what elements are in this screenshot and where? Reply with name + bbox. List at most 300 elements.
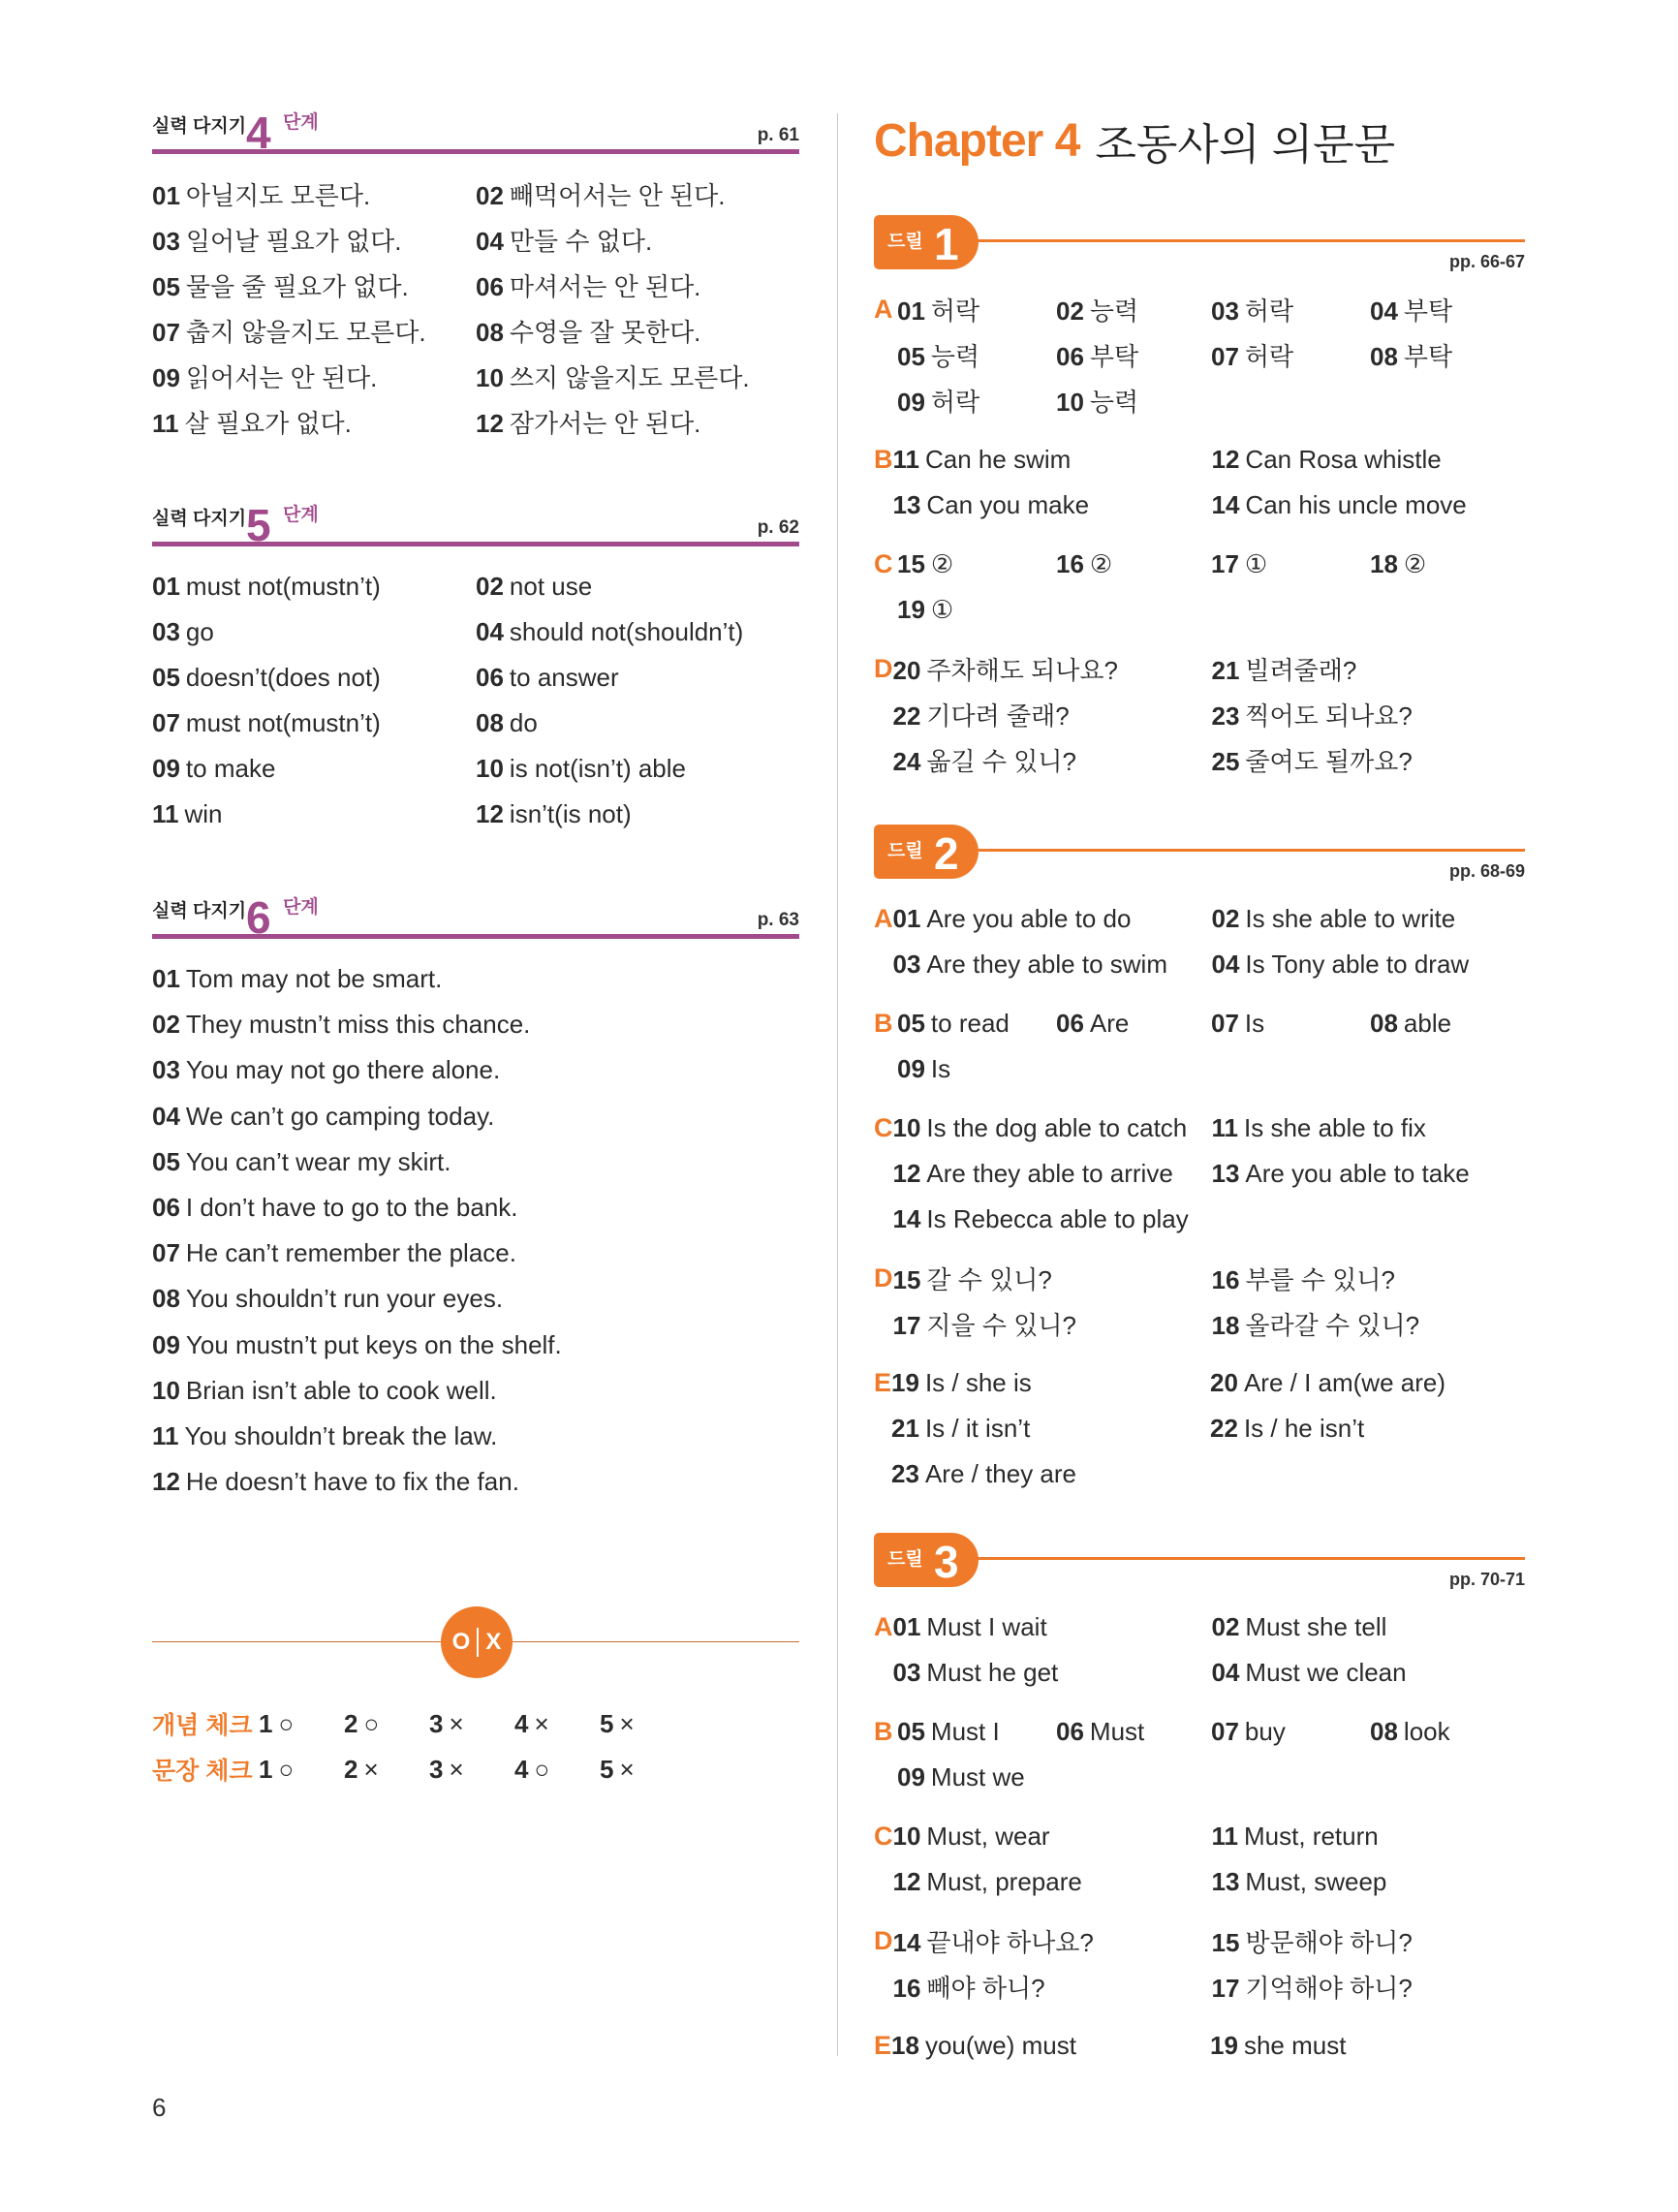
item-answer: go xyxy=(185,617,214,646)
answer-item xyxy=(1056,549,1211,579)
item-answer: 옮길 수 있니? xyxy=(926,747,1076,776)
item-answer: You shouldn’t break the law. xyxy=(184,1420,498,1450)
item-answer: Are / they are xyxy=(924,1459,1077,1488)
item-number: 3 xyxy=(429,1708,444,1738)
answer-item xyxy=(1211,1009,1370,1039)
answer-item xyxy=(476,404,799,440)
answer-row xyxy=(893,692,1531,737)
answer-item xyxy=(152,313,476,349)
item-number: 20 xyxy=(1210,1368,1238,1397)
answer-item xyxy=(152,1185,799,1231)
answer-list xyxy=(152,171,799,445)
section-prefix: 실력 다지기 xyxy=(152,509,247,529)
practice-section xyxy=(152,109,799,445)
item-number: 09 xyxy=(152,1329,180,1359)
drill-rule xyxy=(971,1557,1525,1560)
answer-list xyxy=(152,956,799,1505)
ox-badge xyxy=(441,1606,513,1678)
item-number: 04 xyxy=(1211,1658,1240,1687)
item-answer: 빼야 하니? xyxy=(926,1974,1045,2003)
section-suffix: 단계 xyxy=(283,897,319,918)
item-number: 10 xyxy=(892,1113,921,1142)
drill-section xyxy=(874,215,1525,783)
item-answer: Are they able to arrive xyxy=(926,1159,1173,1188)
answer-item xyxy=(1056,383,1211,419)
answer-item xyxy=(893,1867,1212,1897)
answer-item xyxy=(152,1094,799,1139)
item-number: 5 xyxy=(600,1708,614,1738)
answer-item xyxy=(476,708,799,738)
item-number: 01 xyxy=(892,1612,921,1641)
practice-section xyxy=(152,501,799,837)
item-answer: 일어날 필요가 없다. xyxy=(185,227,402,256)
item-number: 05 xyxy=(152,663,180,692)
answer-row xyxy=(893,942,1531,987)
item-number: 15 xyxy=(897,549,925,578)
answer-item xyxy=(897,383,1056,419)
group-letter: B xyxy=(874,445,893,474)
answer-item xyxy=(1212,697,1531,732)
item-number: 18 xyxy=(1211,1311,1240,1340)
item-number: 17 xyxy=(892,1311,921,1340)
answer-row xyxy=(893,1301,1531,1347)
answer-item xyxy=(1212,490,1531,520)
answer-row xyxy=(152,263,799,308)
answer-row xyxy=(893,1604,1531,1650)
group-letter: C xyxy=(874,1822,893,1851)
item-number: 04 xyxy=(1370,296,1398,326)
answer-item xyxy=(1056,292,1211,327)
answer-row xyxy=(152,354,799,399)
drill-page-ref: pp. 68-69 xyxy=(1448,861,1525,881)
item-answer: ② xyxy=(1089,549,1113,578)
answer-row xyxy=(893,437,1531,483)
answer-item xyxy=(476,663,799,693)
section-prefix: 실력 다지기 xyxy=(152,901,247,921)
answer-item xyxy=(893,1113,1212,1143)
item-answer: to make xyxy=(185,754,276,783)
item-number: 03 xyxy=(152,227,180,256)
answer-item xyxy=(893,1159,1212,1189)
item-answer: 허락 xyxy=(1244,342,1294,371)
item-number: 10 xyxy=(1056,388,1084,417)
item-number: 23 xyxy=(891,1459,919,1488)
answer-item xyxy=(476,754,799,784)
item-answer: Must he get xyxy=(926,1658,1059,1687)
item-answer: 수영을 잘 못한다. xyxy=(509,318,701,347)
item-answer: Must I xyxy=(930,1717,1000,1746)
group-letter: E xyxy=(874,2031,892,2060)
item-answer: Is xyxy=(1244,1009,1265,1038)
item-answer: Are xyxy=(1089,1009,1130,1038)
item-number: 01 xyxy=(152,964,180,994)
item-number: 08 xyxy=(1370,1009,1398,1038)
answer-item xyxy=(1212,1658,1531,1688)
answer-row xyxy=(152,609,799,655)
answer-list xyxy=(152,564,799,837)
item-number: 1 xyxy=(259,1708,273,1738)
item-answer: 살 필요가 없다. xyxy=(184,409,352,438)
item-answer: to read xyxy=(930,1009,1010,1038)
answer-item xyxy=(1211,1717,1370,1747)
answer-item xyxy=(152,1002,799,1047)
item-number: 17 xyxy=(1211,1974,1240,2003)
drill-header xyxy=(874,215,1525,273)
drill-rule xyxy=(971,849,1525,852)
item-number: 15 xyxy=(892,1265,921,1294)
item-answer: × xyxy=(619,1754,635,1784)
item-number: 02 xyxy=(1211,904,1240,933)
answer-item xyxy=(1212,904,1531,934)
answer-row xyxy=(152,564,799,609)
item-number: 12 xyxy=(892,1867,921,1896)
group-rows xyxy=(893,1604,1531,1696)
answer-item xyxy=(152,799,476,829)
answer-row xyxy=(893,1964,1531,2009)
item-answer: You mustn’t put keys on the shelf. xyxy=(185,1329,562,1359)
item-answer: You shouldn’t run your eyes. xyxy=(185,1284,504,1314)
item-answer: not use xyxy=(509,572,593,601)
answer-item xyxy=(476,267,799,303)
drill-tag xyxy=(874,1533,979,1587)
group-rows xyxy=(897,1001,1525,1092)
item-answer: We can’t go camping today. xyxy=(185,1101,495,1131)
item-number: 1 xyxy=(259,1754,273,1784)
item-number: 01 xyxy=(152,181,180,210)
answer-item xyxy=(891,1459,1210,1489)
drill-word: 드릴 xyxy=(887,1549,923,1570)
item-answer: Must I wait xyxy=(926,1612,1047,1641)
item-number: 15 xyxy=(1211,1928,1240,1957)
item-number: 21 xyxy=(1211,656,1240,685)
section-header xyxy=(152,108,799,158)
item-answer: Is she able to fix xyxy=(1244,1113,1426,1142)
answer-item xyxy=(600,1755,685,1785)
answer-row xyxy=(152,171,799,217)
item-answer: Brian isn’t able to cook well. xyxy=(185,1375,497,1405)
item-number: 11 xyxy=(152,1420,179,1450)
item-answer: ② xyxy=(1403,549,1427,578)
answer-row xyxy=(891,1451,1529,1497)
drill-header xyxy=(874,1533,1525,1591)
answer-item xyxy=(476,358,799,394)
item-answer: 쓰지 않을지도 모른다. xyxy=(509,363,750,392)
page-number: 6 xyxy=(152,2093,167,2122)
item-number: 04 xyxy=(476,617,504,646)
answer-item xyxy=(152,1368,799,1414)
answer-row xyxy=(891,1360,1529,1406)
item-answer: ① xyxy=(930,595,954,624)
item-answer: Is she able to write xyxy=(1245,904,1456,933)
group-letter: B xyxy=(874,1717,893,1746)
item-answer: buy xyxy=(1244,1717,1286,1746)
answer-group xyxy=(874,287,1525,423)
answer-item xyxy=(897,1009,1056,1039)
item-number: 05 xyxy=(897,1717,925,1746)
answer-item xyxy=(1212,1113,1531,1143)
answer-item xyxy=(897,595,1056,625)
item-number: 16 xyxy=(1211,1265,1240,1294)
item-number: 23 xyxy=(1211,701,1240,731)
ox-separator xyxy=(477,1628,479,1657)
answer-item xyxy=(897,1762,1056,1792)
item-number: 18 xyxy=(891,2031,919,2060)
item-answer: 허락 xyxy=(1244,296,1294,326)
item-number: 03 xyxy=(152,1055,180,1085)
answer-row xyxy=(893,1197,1531,1242)
item-number: 07 xyxy=(1211,1717,1239,1746)
answer-row xyxy=(893,737,1531,783)
answer-row xyxy=(897,1001,1525,1046)
section-suffix: 단계 xyxy=(283,505,319,525)
group-letter: A xyxy=(874,904,893,933)
answer-row xyxy=(893,896,1531,942)
item-number: 05 xyxy=(897,1009,925,1038)
item-answer: × xyxy=(619,1708,635,1738)
answer-item xyxy=(152,617,476,647)
answer-row xyxy=(897,1755,1525,1800)
item-answer: isn’t(is not) xyxy=(509,799,632,828)
item-answer: Can he swim xyxy=(925,445,1072,474)
answer-item xyxy=(344,1755,429,1785)
group-rows xyxy=(893,1256,1531,1347)
answer-item xyxy=(893,1658,1212,1688)
answer-item xyxy=(1212,1923,1531,1959)
answer-group xyxy=(874,1604,1525,1696)
item-answer: look xyxy=(1403,1717,1450,1746)
item-number: 24 xyxy=(892,747,921,776)
item-answer: Is xyxy=(930,1054,951,1083)
item-answer: Are they able to swim xyxy=(926,950,1167,979)
answer-group xyxy=(874,1360,1525,1497)
practice-section xyxy=(152,893,799,1505)
item-answer: 지을 수 있니? xyxy=(926,1311,1076,1340)
item-answer: 주차해도 되나요? xyxy=(926,656,1118,685)
answer-row xyxy=(893,1859,1531,1905)
answer-row xyxy=(152,792,799,837)
group-rows xyxy=(893,1106,1531,1242)
group-letter: C xyxy=(874,549,893,578)
item-number: 16 xyxy=(1056,549,1084,578)
answer-item xyxy=(152,1459,799,1505)
item-number: 18 xyxy=(1370,549,1398,578)
item-answer: 능력 xyxy=(1089,296,1139,326)
item-answer: must not(mustn’t) xyxy=(185,708,381,737)
answer-group xyxy=(874,1256,1525,1347)
answer-row xyxy=(897,1709,1525,1755)
group-letter: D xyxy=(874,654,893,683)
item-answer: 부를 수 있니? xyxy=(1245,1265,1395,1294)
item-answer: Are you able to take xyxy=(1245,1159,1470,1188)
item-answer: Must, sweep xyxy=(1245,1867,1387,1896)
item-answer: should not(shouldn’t) xyxy=(509,617,744,646)
section-page-ref: p. 63 xyxy=(757,910,799,930)
item-answer: Is / it isn’t xyxy=(924,1414,1031,1443)
answer-item xyxy=(259,1709,344,1739)
item-answer: You can’t wear my skirt. xyxy=(185,1146,451,1176)
item-answer: Can Rosa whistle xyxy=(1245,445,1442,474)
chapter-label: Chapter 4 xyxy=(874,114,1080,167)
item-number: 04 xyxy=(476,227,504,256)
answer-item xyxy=(893,651,1212,687)
answer-item xyxy=(476,572,799,602)
chapter-heading xyxy=(874,109,1395,171)
group-rows xyxy=(897,287,1525,423)
answer-item xyxy=(1370,1717,1525,1747)
item-number: 05 xyxy=(897,342,925,371)
item-answer: 잠가서는 안 된다. xyxy=(509,409,701,438)
item-answer: Is Rebecca able to play xyxy=(926,1204,1189,1233)
item-number: 12 xyxy=(476,799,504,828)
item-answer: 끝내야 하나요? xyxy=(926,1928,1094,1957)
answer-row xyxy=(897,1046,1525,1092)
section-step-number: 6 xyxy=(246,892,271,943)
answer-item xyxy=(152,267,476,303)
answer-item xyxy=(152,956,799,1002)
item-number: 06 xyxy=(1056,1717,1084,1746)
item-number: 09 xyxy=(897,1762,925,1791)
item-answer: 기억해야 하니? xyxy=(1245,1974,1413,2003)
answer-row xyxy=(897,287,1525,332)
answer-item xyxy=(152,754,476,784)
answer-item xyxy=(1210,1414,1529,1444)
item-answer: 올라갈 수 있니? xyxy=(1245,1311,1420,1340)
section-header xyxy=(152,892,799,943)
item-answer: Tom may not be smart. xyxy=(185,964,443,994)
item-answer: ○ xyxy=(278,1708,295,1738)
group-rows xyxy=(893,1918,1531,2009)
item-answer: ○ xyxy=(278,1754,295,1784)
section-header xyxy=(152,500,799,550)
item-number: 03 xyxy=(892,950,921,979)
item-number: 05 xyxy=(152,1146,180,1176)
item-answer: 찍어도 되나요? xyxy=(1245,701,1413,731)
item-number: 19 xyxy=(891,1368,919,1397)
answer-item xyxy=(893,1612,1212,1642)
answer-item xyxy=(1211,292,1370,327)
check-label: 개념 체크 xyxy=(152,1712,253,1739)
item-answer: Are you able to do xyxy=(926,904,1132,933)
item-answer: Must we clean xyxy=(1245,1658,1407,1687)
drill-word: 드릴 xyxy=(887,841,923,861)
answer-item xyxy=(893,490,1212,520)
answer-item xyxy=(893,1923,1212,1959)
item-number: 12 xyxy=(152,1467,180,1497)
answer-item xyxy=(891,1368,1210,1398)
answer-item xyxy=(152,404,476,440)
item-number: 22 xyxy=(892,701,921,731)
item-number: 09 xyxy=(152,363,180,392)
answer-item xyxy=(1212,445,1531,475)
ox-x: X xyxy=(485,1629,502,1655)
answer-item xyxy=(1056,1009,1211,1039)
check-label: 문장 체크 xyxy=(152,1758,253,1785)
drill-number: 3 xyxy=(934,1537,959,1587)
item-number: 05 xyxy=(152,272,180,301)
item-number: 06 xyxy=(1056,1009,1084,1038)
group-letter: D xyxy=(874,1263,893,1293)
group-rows xyxy=(893,437,1531,528)
item-answer: must not(mustn’t) xyxy=(185,572,381,601)
answer-item xyxy=(152,708,476,738)
item-answer: 허락 xyxy=(930,296,980,326)
answer-row xyxy=(891,1406,1529,1451)
answer-item xyxy=(893,950,1212,980)
answer-item xyxy=(476,313,799,349)
item-number: 10 xyxy=(152,1375,180,1405)
item-answer: able xyxy=(1403,1009,1452,1038)
drill-tag xyxy=(874,215,979,269)
item-answer: 능력 xyxy=(930,342,980,371)
answer-item xyxy=(893,1969,1212,2005)
answer-row xyxy=(152,308,799,354)
answer-row xyxy=(893,1256,1531,1301)
item-number: 14 xyxy=(1211,490,1240,519)
answer-item xyxy=(897,337,1056,373)
answer-item xyxy=(891,2031,1210,2061)
item-number: 02 xyxy=(152,1010,180,1040)
answer-item xyxy=(1210,2031,1529,2061)
item-number: 01 xyxy=(152,572,180,601)
answer-item xyxy=(1370,1009,1525,1039)
item-answer: 읽어서는 안 된다. xyxy=(185,363,378,392)
answer-row xyxy=(897,332,1525,378)
answer-group xyxy=(874,1001,1525,1092)
item-answer: you(we) must xyxy=(924,2031,1076,2060)
answer-item xyxy=(1212,1159,1531,1189)
answer-item xyxy=(344,1709,429,1739)
item-answer: × xyxy=(449,1754,464,1784)
item-number: 12 xyxy=(1211,445,1240,474)
item-number: 07 xyxy=(1211,1009,1239,1038)
item-number: 14 xyxy=(892,1204,921,1233)
answer-item xyxy=(897,292,1056,327)
item-answer: 갈 수 있니? xyxy=(926,1265,1052,1294)
group-letter: A xyxy=(874,1612,893,1641)
answer-item xyxy=(893,904,1212,934)
item-number: 13 xyxy=(892,490,921,519)
answer-item xyxy=(1212,742,1531,778)
item-answer: 춥지 않을지도 모른다. xyxy=(185,318,426,347)
item-number: 3 xyxy=(429,1754,444,1784)
answer-item xyxy=(893,1822,1212,1852)
item-answer: × xyxy=(449,1708,464,1738)
item-number: 07 xyxy=(1211,342,1239,371)
item-number: 11 xyxy=(892,445,919,474)
drill-section xyxy=(874,825,1525,1497)
answer-item xyxy=(1211,549,1370,579)
item-answer: × xyxy=(363,1754,379,1784)
item-number: 08 xyxy=(1370,1717,1398,1746)
item-answer: she must xyxy=(1243,2031,1347,2060)
answer-row xyxy=(152,655,799,701)
item-number: 4 xyxy=(514,1708,529,1738)
item-number: 19 xyxy=(897,595,925,624)
item-number: 04 xyxy=(1211,950,1240,979)
item-answer: Are / I am(we are) xyxy=(1243,1368,1445,1397)
item-answer: 줄여도 될까요? xyxy=(1245,747,1413,776)
answer-row xyxy=(893,1650,1531,1696)
answer-item xyxy=(152,1231,799,1276)
answer-row xyxy=(152,746,799,792)
item-number: 06 xyxy=(1056,342,1084,371)
item-answer: ○ xyxy=(363,1708,380,1738)
answer-group xyxy=(874,896,1525,987)
answer-item xyxy=(897,1054,1056,1084)
answer-item xyxy=(514,1755,600,1785)
item-number: 06 xyxy=(476,663,504,692)
item-number: 11 xyxy=(152,409,179,438)
